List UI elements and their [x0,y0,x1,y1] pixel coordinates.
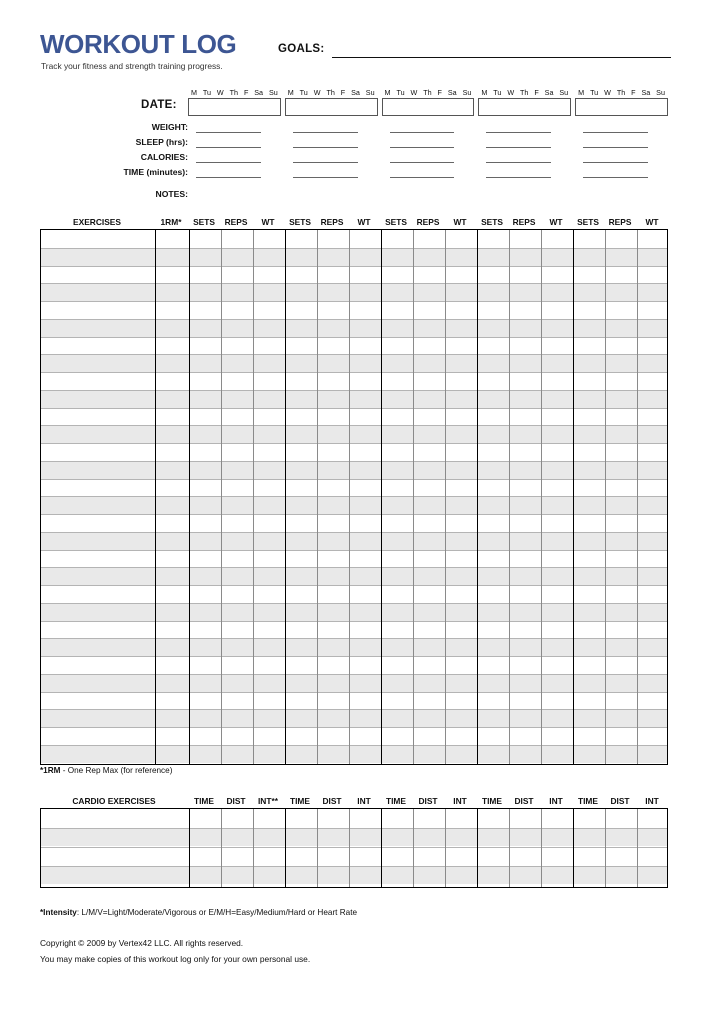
notes-label: NOTES: [155,189,188,199]
column-header-wt-4: WT [549,217,563,227]
column-divider [637,230,638,764]
column-divider [381,809,382,887]
column-divider [317,809,318,887]
column-header-wt-1: WT [261,217,275,227]
column-divider [189,230,190,764]
column-divider [605,809,606,887]
weekday-label: F [631,88,636,97]
column-divider [221,230,222,764]
column-header-int-4: INT [549,796,563,806]
weekday-label: W [216,88,224,97]
stat-label: TIME (minutes): [123,167,188,177]
weekday-labels [478,88,571,98]
weekday-label: W [507,88,515,97]
weekday-label: Sa [351,88,360,97]
column-header-wt-2: WT [357,217,371,227]
column-header-reps-3: REPS [416,217,440,227]
weekday-label: M [384,88,391,97]
weekday-label: Tu [590,88,599,97]
column-divider [317,230,318,764]
stat-input-line[interactable] [583,147,648,148]
weekday-labels [285,88,378,98]
weekday-label: W [313,88,321,97]
weekday-label: Su [559,88,569,97]
stat-input-line[interactable] [196,147,261,148]
stat-input-line[interactable] [390,132,455,133]
column-header-sets-1: SETS [193,217,215,227]
weekday-label: Su [268,88,278,97]
column-header-reps-2: REPS [320,217,344,227]
weekday-label: M [190,88,197,97]
copyright-line-2: You may make copies of this workout log only for your own personal use. [40,954,311,964]
cardio-table-header [40,795,668,807]
date-block [285,88,378,116]
date-input-box[interactable] [478,98,571,116]
column-header-sets-5: SETS [577,217,599,227]
weekday-label: Tu [396,88,405,97]
cardio-table[interactable] [40,808,668,888]
date-row [141,88,668,116]
exercise-table-header [40,216,668,228]
page-title: WORKOUT LOG [40,29,237,59]
weekday-label: Sa [447,88,457,97]
column-divider [509,230,510,764]
weekday-label: Tu [299,88,308,97]
stat-input-line[interactable] [390,147,455,148]
stat-label: WEIGHT: [151,122,188,132]
column-divider [605,230,606,764]
stat-input-line[interactable] [486,147,551,148]
date-input-box[interactable] [382,98,475,116]
column-header-exercises-name: EXERCISES [73,217,121,227]
weekday-label: Sa [254,88,264,97]
column-header-time-1: TIME [193,796,214,806]
stats-labels [40,122,188,182]
column-header-time-5: TIME [577,796,598,806]
stat-input-line[interactable] [293,147,358,148]
weekday-label: W [604,88,611,97]
column-header-wt-5: WT [645,217,659,227]
column-header-reps-5: REPS [608,217,632,227]
column-divider [445,809,446,887]
stat-label: CALORIES: [140,152,188,162]
date-input-box[interactable] [575,98,668,116]
stat-input-line[interactable] [390,162,455,163]
column-divider [221,809,222,887]
page-header [40,30,672,85]
weekday-label: Su [365,88,375,97]
weekday-label: Tu [493,88,502,97]
column-header-dist-2: DIST [322,796,342,806]
weekday-labels [575,88,668,98]
column-header-dist-5: DIST [610,796,630,806]
weekday-label: F [243,88,249,97]
column-header-int-5: INT [645,796,659,806]
weekday-label: F [340,88,346,97]
exercise-table[interactable] [40,229,668,765]
column-divider [349,230,350,764]
column-divider [189,809,190,887]
stat-input-line[interactable] [196,132,261,133]
column-divider [381,230,382,764]
column-header-sets-4: SETS [481,217,503,227]
stat-input-line[interactable] [293,162,358,163]
column-header-sets-2: SETS [289,217,311,227]
column-header-sets-3: SETS [385,217,407,227]
column-header-dist-4: DIST [514,796,534,806]
date-label: DATE: [141,99,177,111]
column-header-dist-1: DIST [226,796,246,806]
weekday-label: W [410,88,418,97]
column-divider [285,809,286,887]
column-divider [155,230,156,764]
column-header-reps-1: REPS [224,217,248,227]
stat-input-line[interactable] [583,177,648,178]
column-divider [477,809,478,887]
date-input-box[interactable] [285,98,378,116]
stat-input-line[interactable] [196,177,261,178]
stat-input-line[interactable] [583,132,648,133]
date-block [382,88,475,116]
date-input-box[interactable] [188,98,281,116]
weekday-label: F [534,88,539,97]
weekday-label: Tu [202,88,211,97]
weekday-label: M [481,88,488,97]
column-header-dist-3: DIST [418,796,438,806]
one-rep-max-footnote-bold: *1RM [40,766,61,775]
date-block [575,88,668,116]
stat-input-line[interactable] [390,177,455,178]
column-divider [413,809,414,887]
one-rep-max-footnote [40,766,172,775]
column-divider [253,809,254,887]
goals-input-line[interactable] [332,57,671,58]
weekday-label: Sa [641,88,651,97]
column-divider [541,809,542,887]
column-divider [637,809,638,887]
column-header-reps-4: REPS [512,217,536,227]
weekday-label: Th [326,88,335,97]
column-divider [509,809,510,887]
stat-input-line[interactable] [583,162,648,163]
column-header-time-4: TIME [481,796,502,806]
intensity-footnote [40,908,357,917]
weekday-label: Th [616,88,626,97]
stat-label: SLEEP (hrs): [135,137,188,147]
weekday-label: Th [229,88,239,97]
column-divider [285,230,286,764]
date-block [188,88,281,116]
stat-input-line[interactable] [486,132,551,133]
intensity-footnote-bold: *Intensity [40,908,77,917]
weekday-label: Su [462,88,472,97]
stat-input-line[interactable] [486,177,551,178]
column-divider [573,230,574,764]
date-block [478,88,571,116]
copyright-line-1: Copyright © 2009 by Vertex42 LLC. All rights reserved. [40,938,244,948]
column-header-int-3: INT [453,796,467,806]
weekday-label: Th [423,88,432,97]
weekday-label: M [287,88,294,97]
weekday-label: Sa [544,88,554,97]
column-header-wt-3: WT [453,217,467,227]
column-header-time-3: TIME [385,796,406,806]
column-header-1rm: 1RM* [160,217,182,227]
column-divider [573,809,574,887]
stat-input-line[interactable] [293,177,358,178]
page-subtitle: Track your fitness and strength training progress. [41,61,223,71]
column-divider [445,230,446,764]
stats-section [40,122,672,182]
column-divider [349,809,350,887]
column-divider [413,230,414,764]
weekday-label: F [437,88,442,97]
weekday-label: Su [656,88,665,97]
stat-input-line[interactable] [196,162,261,163]
one-rep-max-footnote-rest: - One Rep Max (for reference) [60,766,173,775]
column-header-cardio-name: CARDIO EXERCISES [72,796,156,806]
stat-input-line[interactable] [486,162,551,163]
weekday-labels [188,88,281,98]
goals-label: GOALS: [278,43,325,55]
column-header-time-2: TIME [289,796,310,806]
column-divider [477,230,478,764]
column-header-int-1: INT** [257,796,278,806]
weekday-label: M [578,88,585,97]
intensity-footnote-rest: : L/M/V=Light/Moderate/Vigorous or E/M/H=Easy/Medium/Hard or Heart Rate [76,908,358,917]
weekday-label: Th [520,88,529,97]
stat-input-line[interactable] [293,132,358,133]
column-header-int-2: INT [357,796,371,806]
column-divider [253,230,254,764]
column-divider [541,230,542,764]
weekday-labels [382,88,475,98]
